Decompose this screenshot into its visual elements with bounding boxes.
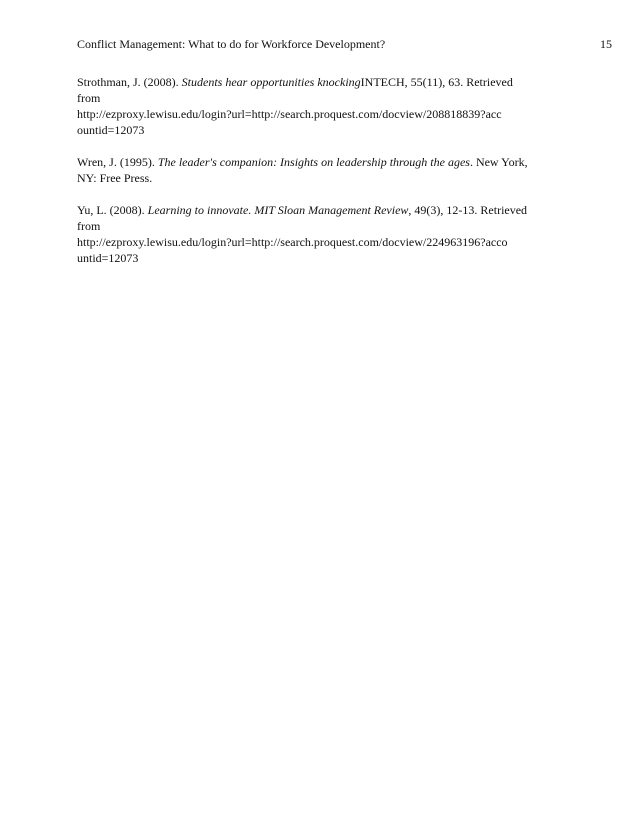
reference-retrieved-from: from — [77, 219, 101, 233]
reference-publisher: NY: Free Press. — [77, 171, 153, 185]
page-number: 15 — [600, 37, 612, 51]
reference-title: The leader's companion: Insights on leadership through the ages — [157, 155, 470, 169]
reference-author-date: Yu, L. (2008). — [77, 203, 145, 217]
reference-source: , 49(3), 12-13. Retrieved — [408, 203, 528, 217]
reference-entry-strothman — [77, 74, 565, 138]
reference-title: Learning to innovate — [147, 203, 249, 217]
reference-source: . New York, — [469, 155, 528, 169]
reference-retrieved-from: from — [77, 91, 101, 105]
reference-url-line2: untid=12073 — [77, 251, 139, 265]
reference-entry-yu — [77, 202, 565, 266]
reference-journal: . MIT Sloan Management Review — [248, 203, 409, 217]
reference-url-line1: http://ezproxy.lewisu.edu/login?url=http://search.proquest.com/docview/208818839?acc — [77, 107, 502, 121]
reference-url-line1: http://ezproxy.lewisu.edu/login?url=http://search.proquest.com/docview/224963196?acco — [77, 235, 508, 249]
reference-title: Students hear opportunities knocking — [181, 75, 361, 89]
reference-list — [77, 74, 565, 282]
reference-entry-wren — [77, 154, 565, 186]
running-head-title: Conflict Management: What to do for Workforce Development? — [77, 37, 386, 51]
reference-author-date: Strothman, J. (2008). — [77, 75, 179, 89]
reference-url-line2: ountid=12073 — [77, 123, 145, 137]
reference-author-date: Wren, J. (1995). — [77, 155, 155, 169]
reference-source: INTECH, 55(11), 63. Retrieved — [360, 75, 513, 89]
